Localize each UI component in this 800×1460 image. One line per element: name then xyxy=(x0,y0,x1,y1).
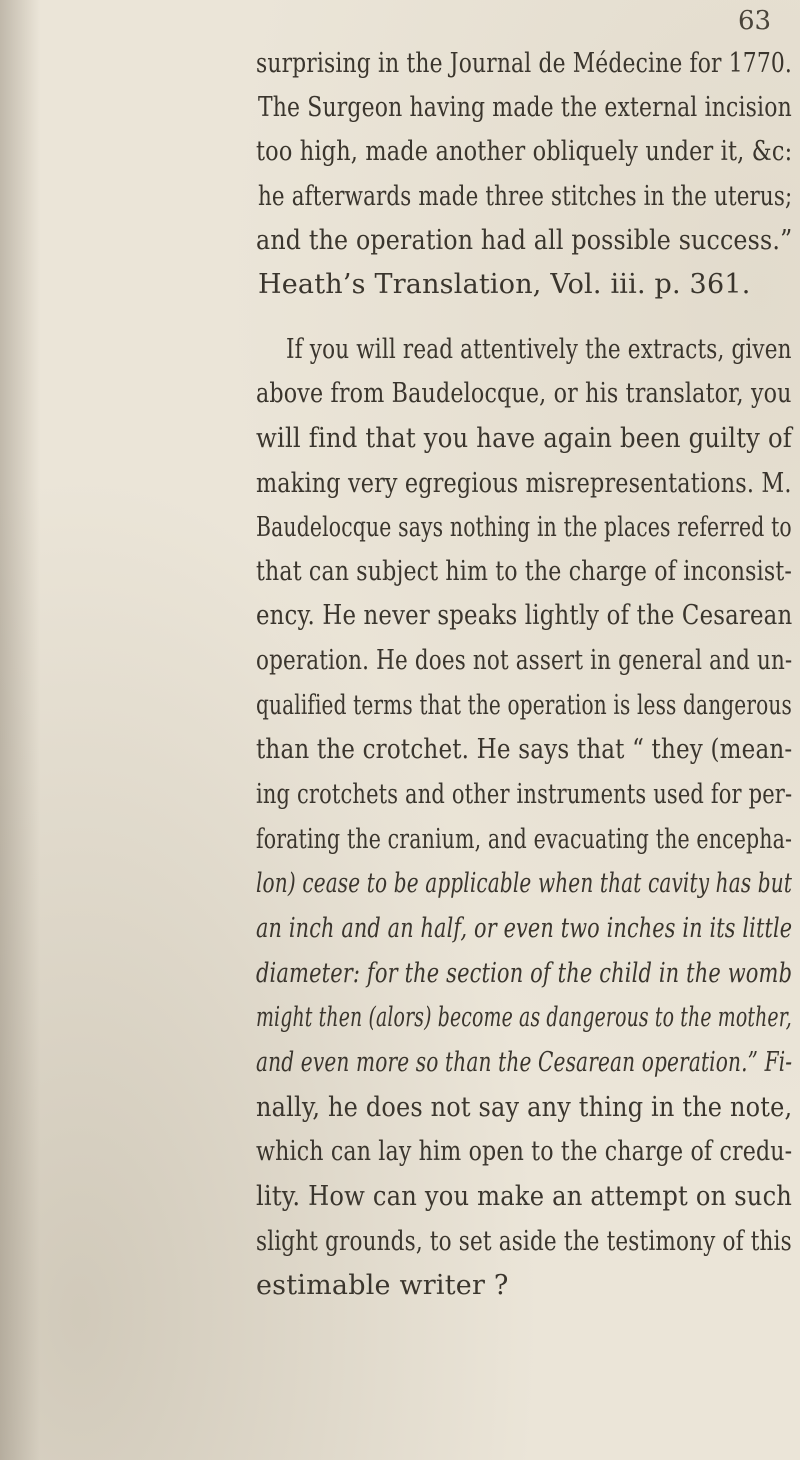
text-line: nally, he does not say any thing in the note, xyxy=(256,1092,793,1123)
text-line: ing crotchets and other instruments used for per- xyxy=(256,779,793,810)
text-line: If you will read attentively the extracts, given xyxy=(286,334,792,365)
text-line: and even more so than the Cesarean operation.” Fi- xyxy=(256,1047,793,1078)
text-line: which can lay him open to the charge of credu- xyxy=(256,1136,793,1167)
text-line: ency. He never speaks lightly of the Cesarean xyxy=(256,600,793,631)
text-line: an inch and an half, or even two inches in its little xyxy=(256,913,793,944)
text-line: he afterwards made three stitches in the uterus; xyxy=(258,181,793,212)
text-line: than the crotchet. He says that “ they (mean- xyxy=(256,734,793,765)
text-line: might then (alors) become as dangerous to the mother, xyxy=(256,1002,792,1033)
text-line: The Surgeon having made the external incision xyxy=(258,92,792,123)
text-line: making very egregious misrepresentations. M. xyxy=(256,468,792,499)
text-line: qualified terms that the operation is less dangerous xyxy=(256,690,792,721)
page-edge-shadow xyxy=(0,0,40,1460)
text-line: will find that you have again been guilty of xyxy=(256,423,792,454)
text-line: above from Baudelocque, or his translator, you xyxy=(256,378,792,409)
text-line: operation. He does not assert in general and un- xyxy=(256,645,793,676)
text-line: Baudelocque says nothing in the places referred to xyxy=(256,512,792,543)
page-number: 63 xyxy=(738,6,772,36)
text-line: that can subject him to the charge of inconsist- xyxy=(256,556,793,587)
text-line: surprising in the Journal de Médecine for 1770. xyxy=(256,48,793,79)
text-line: lon) cease to be applicable when that cavity has but xyxy=(256,868,793,899)
text-line: and the operation had all possible success.” xyxy=(256,225,793,256)
text-line: diameter: for the section of the child in the womb xyxy=(256,958,793,989)
text-line: forating the cranium, and evacuating the encepha- xyxy=(256,824,793,855)
text-line: too high, made another obliquely under it, &c: xyxy=(256,136,793,167)
text-line: estimable writer ? xyxy=(256,1270,509,1301)
text-line: slight grounds, to set aside the testimony of this xyxy=(256,1226,792,1257)
text-line: lity. How can you make an attempt on such xyxy=(256,1181,793,1212)
text-line: Heath’s Translation, Vol. iii. p. 361. xyxy=(258,269,751,300)
